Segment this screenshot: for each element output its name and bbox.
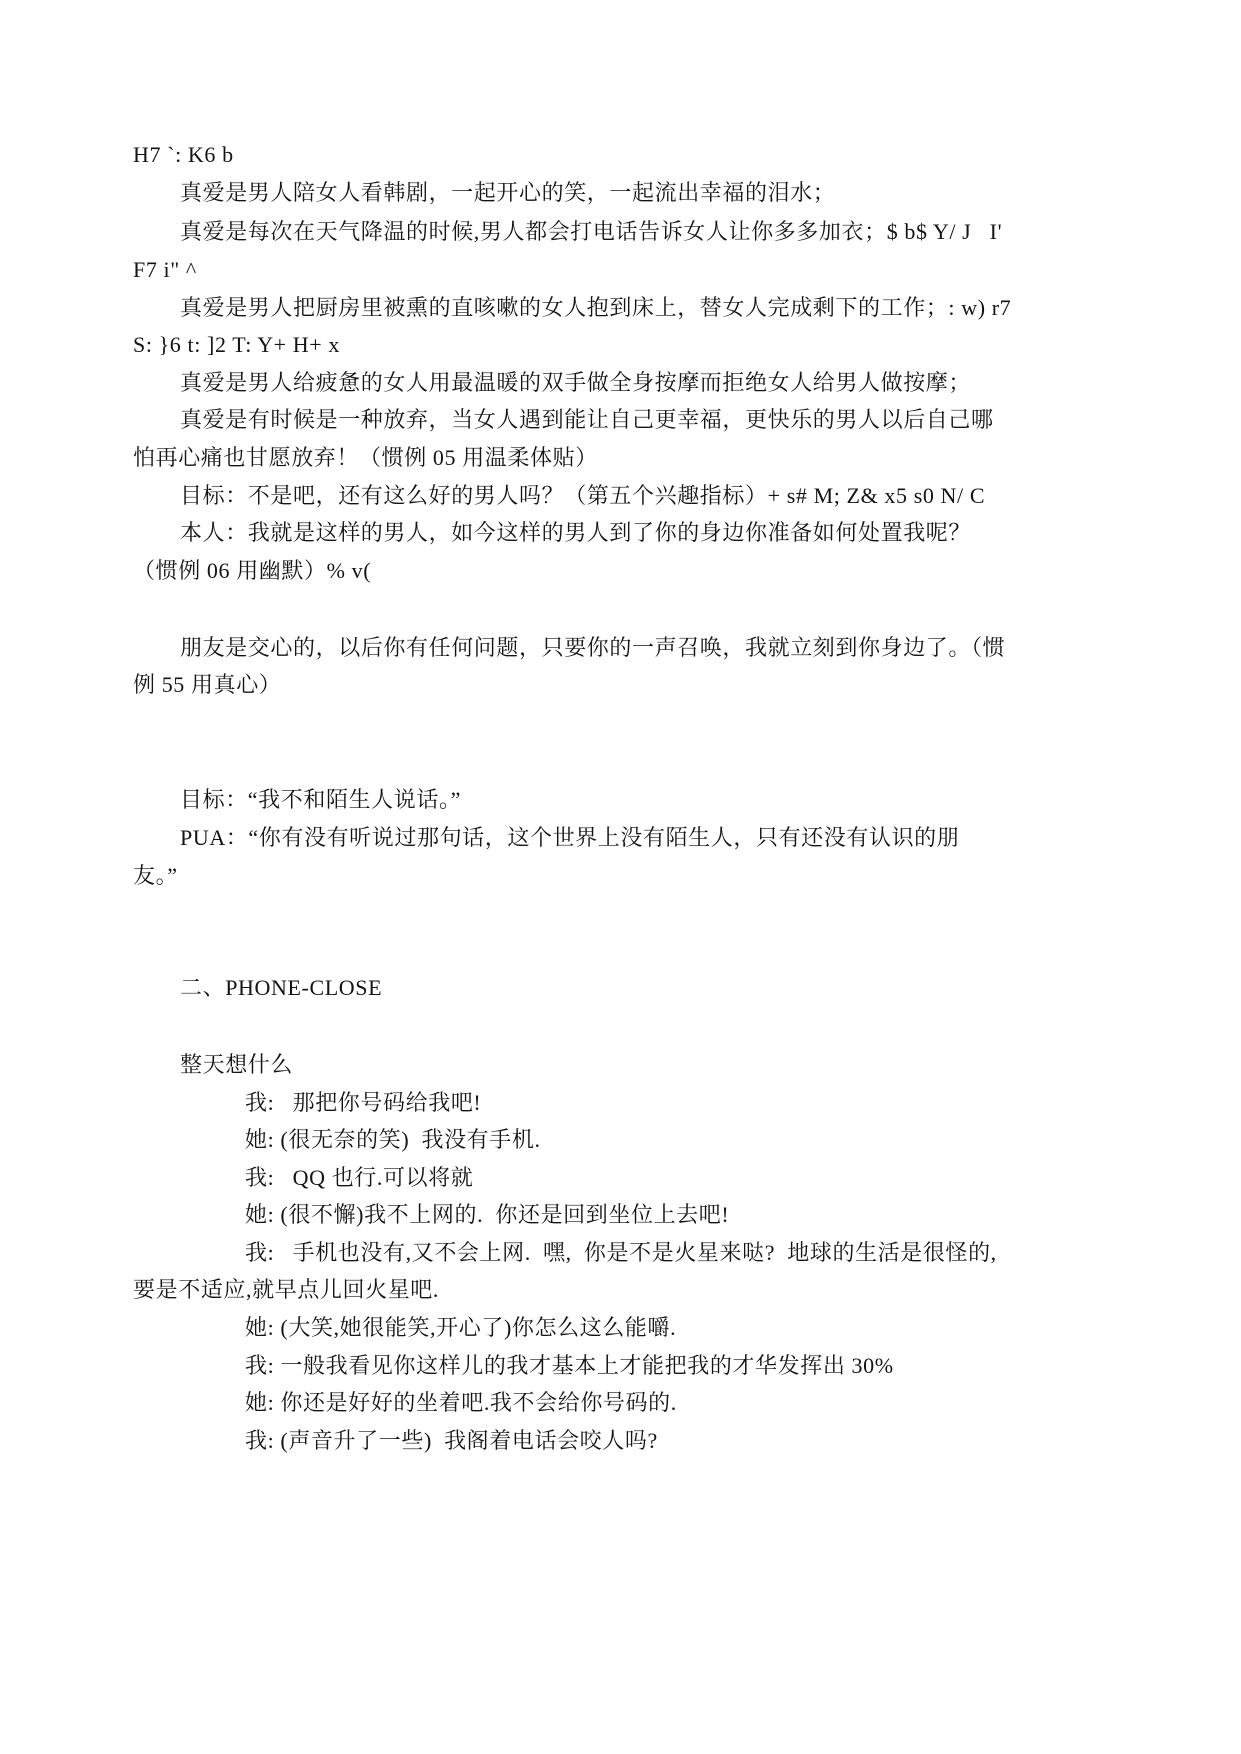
text-line: 友。” (133, 863, 178, 888)
dialogue-line: 她: (很不懈)我不上网的. 你还是回到坐位上去吧! (245, 1202, 730, 1227)
text-line: 例 55 用真心） (133, 672, 282, 697)
dialogue-line: 她: (大笑,她很能笑,开心了)你怎么这么能嚼. (245, 1315, 677, 1340)
dialogue-line: 她: (很无奈的笑) 我没有手机. (245, 1127, 541, 1152)
text-line: F7 i" ^ (133, 257, 197, 282)
dialogue-line: 我: 那把你号码给我吧! (245, 1090, 482, 1115)
text-line: S: }6 t: ]2 T: Y+ H+ x (133, 332, 340, 357)
text-line: 本人：我就是这样的男人，如今这样的男人到了你的身边你准备如何处置我呢？ (180, 520, 972, 545)
text-line: 整天想什么 (180, 1052, 294, 1077)
dialogue-line: 我: QQ 也行.可以将就 (245, 1165, 474, 1190)
text-line: （惯例 06 用幽默）% v( (133, 558, 372, 583)
text-line: 怕再心痛也甘愿放弃！（惯例 05 用温柔体贴） (133, 445, 598, 470)
text-line: 真爱是男人把厨房里被熏的直咳嗽的女人抱到床上，替女人完成剩下的工作；: w) r7 (180, 295, 1012, 320)
text-line: 目标：“我不和陌生人说话。” (180, 787, 461, 812)
section-heading: 二、PHONE-CLOSE (180, 975, 383, 1000)
dialogue-line: 我: (声音升了一些) 我阁着电话会咬人吗? (245, 1428, 658, 1453)
text-line: PUA：“你有没有听说过那句话，这个世界上没有陌生人，只有还没有认识的朋 (180, 825, 960, 850)
text-line: H7 `: K6 b (133, 142, 234, 167)
dialogue-line: 她: 你还是好好的坐着吧.我不会给你号码的. (245, 1390, 677, 1415)
text-line: 真爱是每次在天气降温的时候,男人都会打电话告诉女人让你多多加衣；$ b$ Y/ J I' (180, 219, 1003, 244)
text-line: 目标：不是吧，还有这么好的男人吗？（第五个兴趣指标）+ s# M; Z& x5 s0 N/ C (180, 483, 986, 508)
dialogue-line: 要是不适应,就早点儿回火星吧. (133, 1277, 440, 1302)
text-line: 真爱是男人给疲惫的女人用最温暖的双手做全身按摩而拒绝女人给男人做按摩； (180, 370, 972, 395)
dialogue-line: 我: 一般我看见你这样儿的我才基本上才能把我的才华发挥出 30% (245, 1353, 894, 1378)
text-line: 真爱是男人陪女人看韩剧，一起开心的笑，一起流出幸福的泪水； (180, 180, 836, 205)
text-line: 真爱是有时候是一种放弃，当女人遇到能让自己更幸福，更快乐的男人以后自己哪 (180, 407, 994, 432)
dialogue-line: 我: 手机也没有,又不会上网. 嘿, 你是不是火星来哒? 地球的生活是很怪的, (245, 1240, 997, 1265)
text-line: 朋友是交心的，以后你有任何问题，只要你的一声召唤，我就立刻到你身边了。（惯 (180, 635, 1006, 660)
